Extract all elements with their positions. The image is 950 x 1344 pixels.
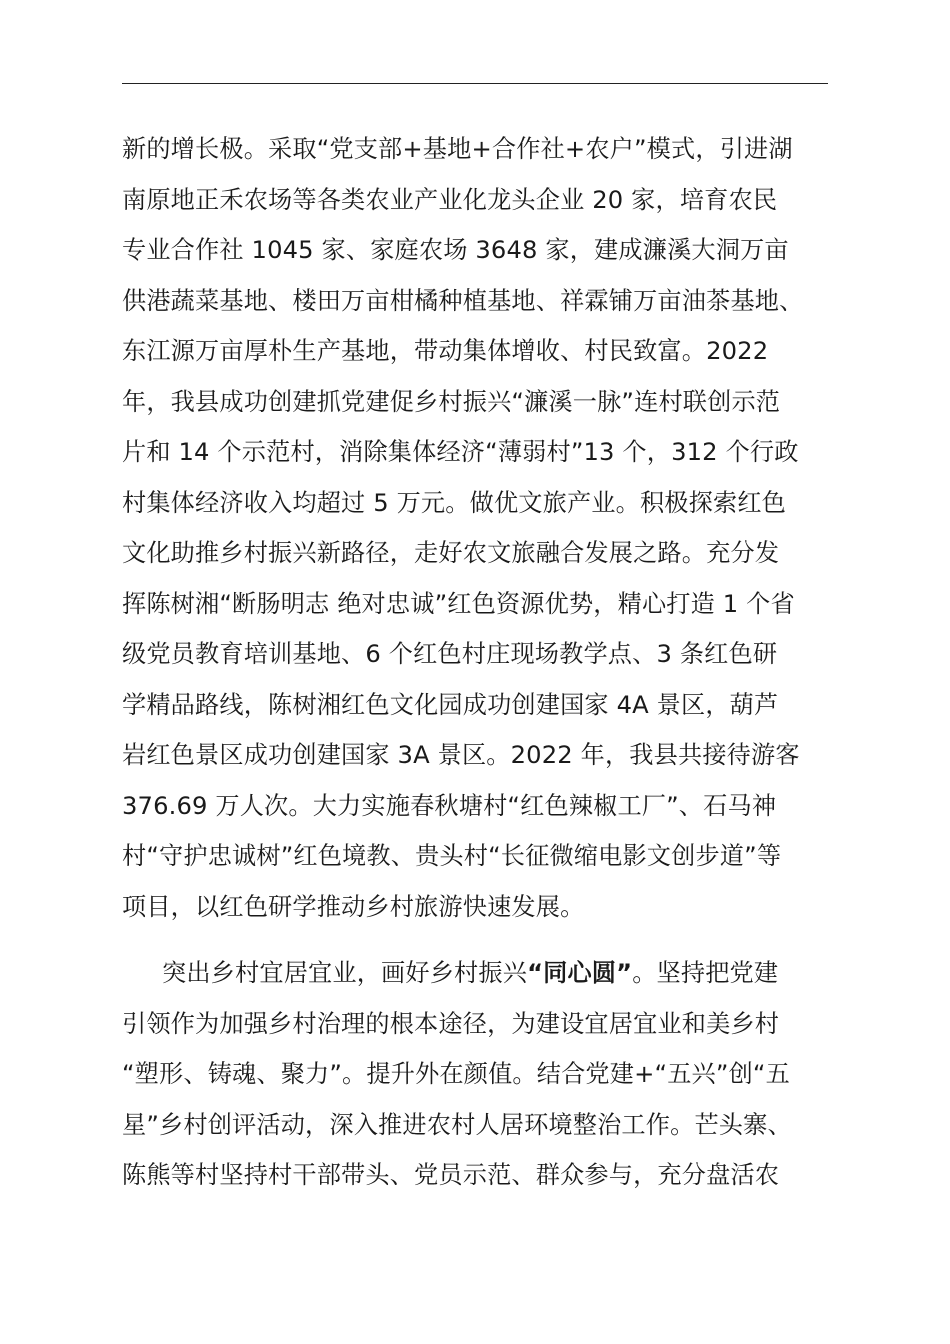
paragraph-gap bbox=[122, 932, 842, 948]
paragraph-line: 供港蔬菜基地、楼田万亩柑橘种植基地、祥霖铺万亩油茶基地、 bbox=[122, 286, 804, 315]
paragraph-line: 村集体经济收入均超过 5 万元。做优文旅产业。积极探索红色 bbox=[122, 488, 786, 517]
paragraph-line: 376.69 万人次。大力实施春秋塘村“红色辣椒工厂”、石马神 bbox=[122, 791, 777, 820]
paragraph-line: 文化助推乡村振兴新路径，走好农文旅融合发展之路。充分发 bbox=[122, 539, 780, 567]
paragraph-lead-text: 突出乡村宜居宜业，画好乡村振兴 bbox=[162, 959, 528, 987]
paragraph-line: 专业合作社 1045 家、家庭农场 3648 家，建成濂溪大洞万亩 bbox=[122, 236, 789, 264]
paragraph-line: 村“守护忠诚树”红色境教、贵头村“长征微缩电影文创步道”等 bbox=[122, 842, 782, 870]
paragraph-line: 挥陈树湘“断肠明志 绝对忠诚”红色资源优势，精心打造 1 个省 bbox=[122, 589, 795, 618]
paragraph-line: 级党员教育培训基地、6 个红色村庄现场教学点、3 条红色研 bbox=[122, 640, 778, 668]
paragraph-line: 南原地正禾农场等各类农业产业化龙头企业 20 家，培育农民 bbox=[122, 185, 778, 214]
paragraph-line: 星”乡村创评活动，深入推进农村人居环境整治工作。芒头寨、 bbox=[122, 1110, 792, 1139]
body-text bbox=[122, 124, 842, 1201]
paragraph-line: 岩红色景区成功创建国家 3A 景区。2022 年，我县共接待游客 bbox=[122, 741, 800, 769]
paragraph-line: 新的增长极。采取“党支部+基地+合作社+农户”模式，引进湖 bbox=[122, 135, 793, 163]
paragraph-line: “塑形、铸魂、聚力”。提升外在颜值。结合党建+“五兴”创“五 bbox=[122, 1060, 790, 1088]
paragraph-1 bbox=[122, 124, 842, 932]
header-rule bbox=[122, 83, 828, 84]
paragraph-line: 陈熊等村坚持村干部带头、党员示范、群众参与，充分盘活农 bbox=[122, 1161, 780, 1189]
paragraph-line: 年，我县成功创建抓党建促乡村振兴“濂溪一脉”连村联创示范 bbox=[122, 387, 781, 416]
paragraph-line: 引领作为加强乡村治理的根本途径，为建设宜居宜业和美乡村 bbox=[122, 1009, 780, 1038]
bold-phrase: “同心圆” bbox=[527, 959, 633, 987]
paragraph-line: 东江源万亩厚朴生产基地，带动集体增收、村民致富。2022 bbox=[122, 337, 769, 365]
paragraph-line: 学精品路线，陈树湘红色文化园成功创建国家 4A 景区，葫芦 bbox=[122, 690, 779, 719]
paragraph-first-line bbox=[122, 948, 842, 999]
paragraph-line: 片和 14 个示范村，消除集体经济“薄弱村”13 个，312 个行政 bbox=[122, 438, 799, 466]
paragraph-line: 项目，以红色研学推动乡村旅游快速发展。 bbox=[122, 892, 585, 921]
paragraph-2 bbox=[122, 948, 842, 1201]
paragraph-tail-text: 。坚持把党建 bbox=[632, 959, 779, 987]
